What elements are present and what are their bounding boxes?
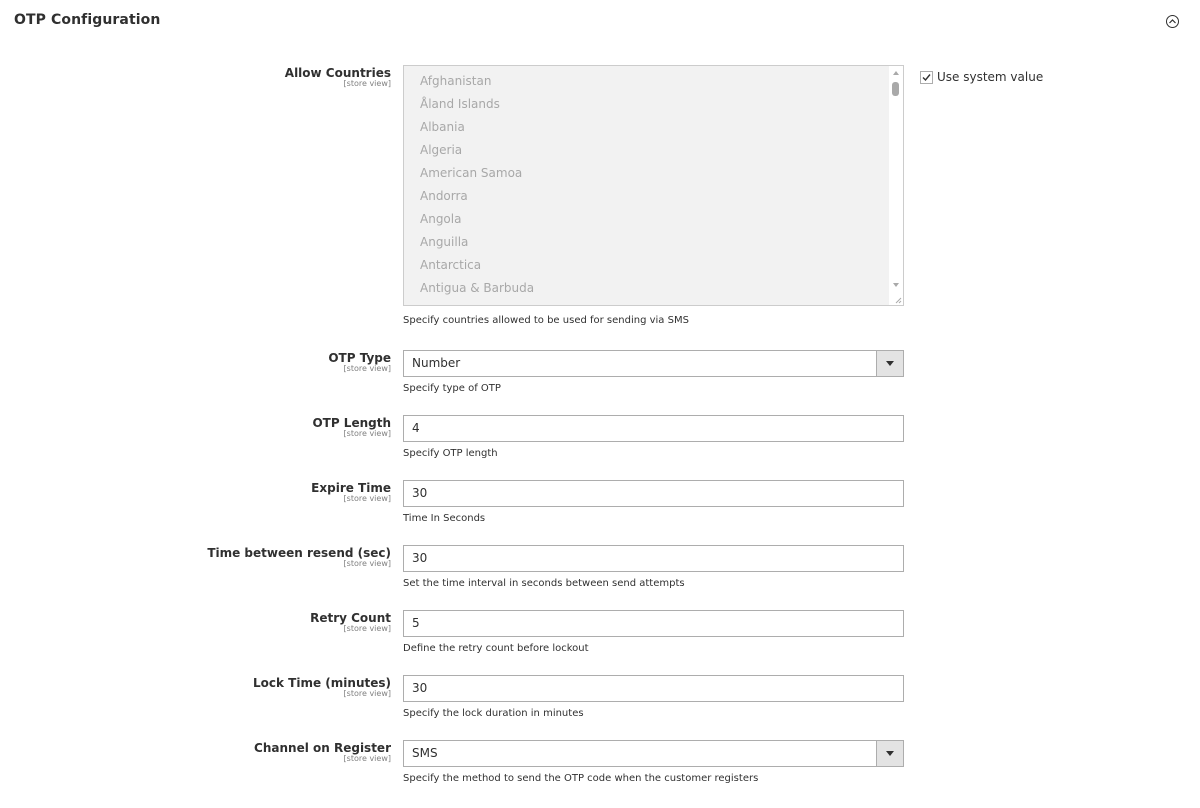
country-option[interactable]: Anguilla — [420, 235, 469, 249]
scope-label: [store view] — [343, 689, 391, 698]
chevron-down-icon — [886, 751, 894, 756]
scroll-up-arrow-icon[interactable] — [892, 70, 900, 76]
checkmark-icon — [922, 73, 931, 82]
retry-count-label: Retry Count — [310, 611, 391, 625]
dropdown-arrow[interactable] — [876, 351, 903, 376]
country-option[interactable]: Afghanistan — [420, 74, 492, 88]
channel-register-label-group — [91, 741, 391, 764]
section-title[interactable]: OTP Configuration — [14, 12, 161, 28]
retry-count-control — [403, 610, 904, 655]
channel-register-select[interactable] — [403, 740, 904, 767]
scope-label: [store view] — [343, 79, 391, 88]
resend-time-control — [403, 545, 904, 590]
multiselect-scrollbar[interactable] — [889, 66, 903, 305]
lock-time-input[interactable]: 30 — [403, 675, 904, 702]
chevron-up-circle-icon[interactable] — [1166, 15, 1179, 28]
otp-length-label-group — [91, 416, 391, 439]
retry-count-note: Define the retry count before lockout — [403, 643, 589, 654]
lock-time-label: Lock Time (minutes) — [253, 676, 391, 690]
allow-countries-label-group — [91, 66, 391, 89]
chevron-down-icon — [886, 361, 894, 366]
otp-length-label: OTP Length — [312, 416, 391, 430]
resend-time-note: Set the time interval in seconds between send attempts — [403, 578, 685, 589]
country-option[interactable]: Algeria — [420, 143, 463, 157]
scope-label: [store view] — [343, 754, 391, 763]
resend-time-input[interactable]: 30 — [403, 545, 904, 572]
scope-label: [store view] — [343, 624, 391, 633]
allow-countries-control — [403, 65, 904, 327]
use-system-value-label[interactable]: Use system value — [937, 70, 1044, 84]
scope-label: [store view] — [343, 429, 391, 438]
resend-time-label: Time between resend (sec) — [207, 546, 391, 560]
allow-countries-label: Allow Countries — [284, 66, 391, 80]
otp-type-control — [403, 350, 904, 395]
expire-time-note: Time In Seconds — [403, 513, 486, 524]
scope-label: [store view] — [343, 559, 391, 568]
scope-label: [store view] — [343, 494, 391, 503]
scroll-thumb[interactable] — [892, 82, 899, 96]
country-option[interactable]: Angola — [420, 212, 462, 226]
lock-time-label-group — [91, 676, 391, 699]
otp-length-control — [403, 415, 904, 460]
expire-time-label: Expire Time — [311, 481, 391, 495]
scroll-down-arrow-icon[interactable] — [892, 282, 900, 288]
otp-type-label-group — [91, 351, 391, 374]
retry-count-input[interactable]: 5 — [403, 610, 904, 637]
channel-register-selected-value: SMS — [412, 746, 438, 760]
dropdown-arrow[interactable] — [876, 741, 903, 766]
allow-countries-note: Specify countries allowed to be used for sending via SMS — [403, 315, 689, 326]
retry-count-label-group — [91, 611, 391, 634]
use-system-value-checkbox[interactable] — [920, 71, 933, 84]
allow-countries-multiselect[interactable] — [403, 65, 904, 306]
country-option[interactable]: Albania — [420, 120, 465, 134]
country-option[interactable]: Antarctica — [420, 258, 482, 272]
otp-type-note: Specify type of OTP — [403, 383, 501, 394]
channel-register-label: Channel on Register — [254, 741, 391, 755]
country-option[interactable]: Andorra — [420, 189, 468, 203]
otp-length-note: Specify OTP length — [403, 448, 498, 459]
lock-time-control — [403, 675, 904, 720]
expire-time-input[interactable]: 30 — [403, 480, 904, 507]
expire-time-control — [403, 480, 904, 525]
country-option[interactable]: American Samoa — [420, 166, 523, 180]
otp-type-selected-value: Number — [412, 356, 461, 370]
lock-time-note: Specify the lock duration in minutes — [403, 708, 584, 719]
otp-type-select[interactable] — [403, 350, 904, 377]
resend-time-label-group — [91, 546, 391, 569]
otp-length-input[interactable]: 4 — [403, 415, 904, 442]
channel-register-control — [403, 740, 904, 785]
country-option[interactable]: Åland Islands — [420, 97, 500, 111]
otp-type-label: OTP Type — [328, 351, 391, 365]
use-system-value[interactable] — [920, 70, 1043, 84]
channel-register-note: Specify the method to send the OTP code when the customer registers — [403, 773, 759, 784]
expire-time-label-group — [91, 481, 391, 504]
country-option[interactable]: Antigua & Barbuda — [420, 281, 535, 295]
resize-grip-icon[interactable] — [894, 296, 902, 304]
scope-label: [store view] — [343, 364, 391, 373]
